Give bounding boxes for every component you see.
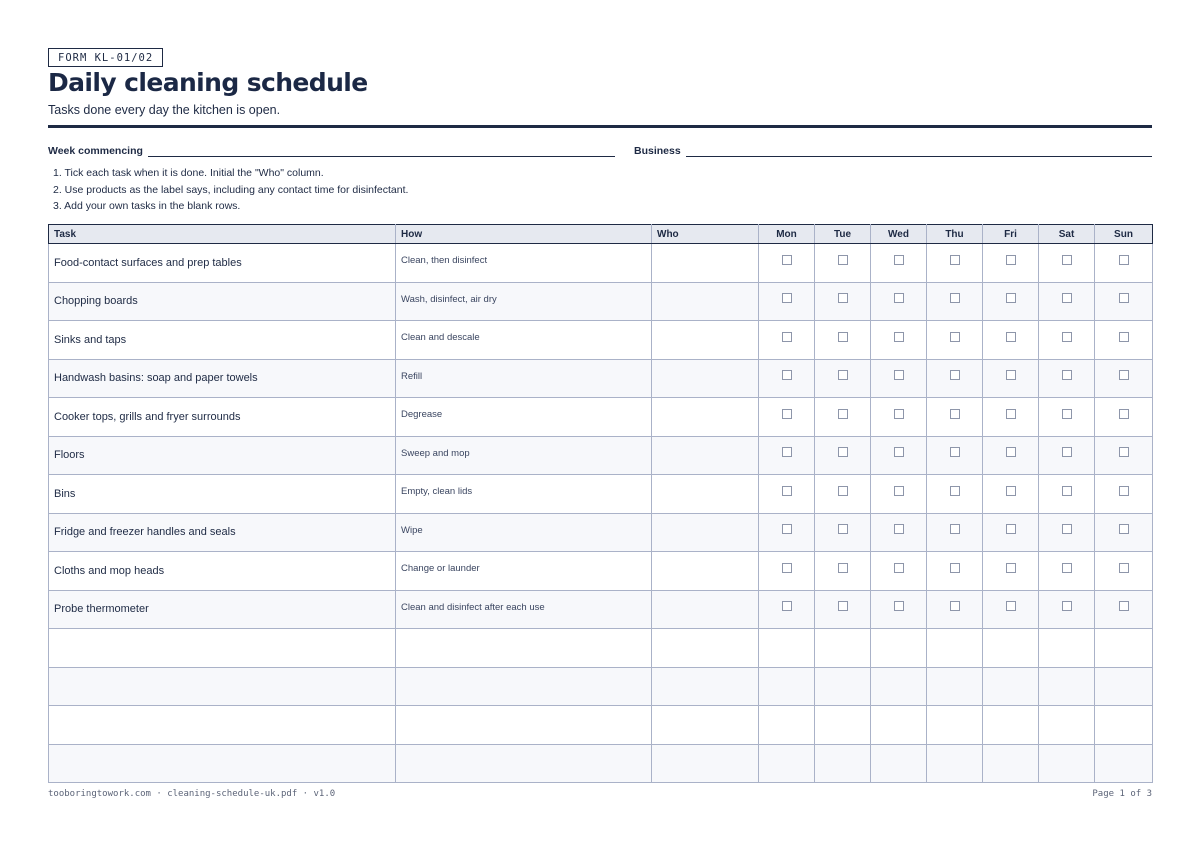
blank-cell[interactable]	[983, 667, 1039, 706]
checkbox-sat[interactable]	[1062, 370, 1072, 380]
day-cell-tue	[815, 590, 871, 629]
table-row	[49, 398, 1153, 437]
day-cell-thu	[927, 436, 983, 475]
checkbox-sun[interactable]	[1119, 447, 1129, 457]
blank-cell[interactable]	[1039, 629, 1095, 668]
checkbox-sun[interactable]	[1119, 255, 1129, 265]
day-cell-fri	[983, 398, 1039, 437]
checkbox-wed[interactable]	[894, 255, 904, 265]
day-cell-fri	[983, 321, 1039, 360]
who-initials-cell[interactable]	[652, 436, 759, 475]
checkbox-thu[interactable]	[950, 563, 960, 573]
blank-cell[interactable]	[396, 629, 652, 668]
day-cell-tue	[815, 321, 871, 360]
day-cell-sat	[1039, 359, 1095, 398]
day-cell-wed	[871, 436, 927, 475]
checkbox-mon[interactable]	[782, 255, 792, 265]
checkbox-sat[interactable]	[1062, 601, 1072, 611]
checkbox-wed[interactable]	[894, 486, 904, 496]
day-cell-thu	[927, 282, 983, 321]
blank-cell[interactable]	[815, 629, 871, 668]
checkbox-fri[interactable]	[1006, 370, 1016, 380]
day-cell-fri	[983, 590, 1039, 629]
footer-source: tooboringtowork.com · cleaning-schedule-uk.pdf · v1.0	[48, 789, 336, 799]
column-header-task: Task	[49, 225, 396, 244]
blank-cell[interactable]	[396, 744, 652, 783]
checkbox-sun[interactable]	[1119, 370, 1129, 380]
checkbox-thu[interactable]	[950, 601, 960, 611]
checkbox-sat[interactable]	[1062, 563, 1072, 573]
day-cell-thu	[927, 475, 983, 514]
who-initials-cell[interactable]	[652, 552, 759, 591]
week-commencing-label: Week commencing	[48, 145, 143, 157]
blank-row	[49, 629, 1153, 668]
checkbox-thu[interactable]	[950, 447, 960, 457]
day-cell-fri	[983, 282, 1039, 321]
who-initials-cell[interactable]	[652, 475, 759, 514]
day-cell-wed	[871, 475, 927, 514]
day-cell-tue	[815, 475, 871, 514]
blank-cell[interactable]	[396, 667, 652, 706]
page-title: Daily cleaning schedule	[48, 68, 368, 97]
how-cell: Degrease	[396, 398, 652, 437]
day-cell-sun	[1095, 475, 1153, 514]
column-header-who: Who	[652, 225, 759, 244]
checkbox-sat[interactable]	[1062, 293, 1072, 303]
day-cell-sun	[1095, 513, 1153, 552]
table-row	[49, 321, 1153, 360]
who-initials-cell[interactable]	[652, 282, 759, 321]
day-cell-sun	[1095, 359, 1153, 398]
checkbox-tue[interactable]	[838, 563, 848, 573]
page-subtitle: Tasks done every day the kitchen is open.	[48, 103, 281, 117]
checkbox-mon[interactable]	[782, 332, 792, 342]
checkbox-mon[interactable]	[782, 524, 792, 534]
day-cell-sat	[1039, 436, 1095, 475]
day-cell-mon	[759, 398, 815, 437]
checkbox-sun[interactable]	[1119, 524, 1129, 534]
blank-cell[interactable]	[396, 706, 652, 745]
day-cell-fri	[983, 436, 1039, 475]
day-cell-thu	[927, 552, 983, 591]
checkbox-fri[interactable]	[1006, 332, 1016, 342]
day-cell-tue	[815, 282, 871, 321]
checkbox-mon[interactable]	[782, 563, 792, 573]
checkbox-tue[interactable]	[838, 486, 848, 496]
blank-row	[49, 706, 1153, 745]
business-line[interactable]	[686, 145, 1152, 157]
day-cell-tue	[815, 398, 871, 437]
blank-row	[49, 744, 1153, 783]
column-header-sat: Sat	[1039, 225, 1095, 244]
checkbox-sat[interactable]	[1062, 524, 1072, 534]
checkbox-sat[interactable]	[1062, 409, 1072, 419]
blank-cell[interactable]	[759, 706, 815, 745]
checkbox-thu[interactable]	[950, 293, 960, 303]
blank-cell[interactable]	[871, 629, 927, 668]
blank-cell[interactable]	[759, 667, 815, 706]
blank-cell[interactable]	[815, 744, 871, 783]
checkbox-thu[interactable]	[950, 409, 960, 419]
table-row	[49, 282, 1153, 321]
table-row	[49, 244, 1153, 283]
blank-cell[interactable]	[49, 667, 396, 706]
checkbox-sun[interactable]	[1119, 486, 1129, 496]
table-row	[49, 436, 1153, 475]
blank-cell[interactable]	[983, 706, 1039, 745]
day-cell-mon	[759, 436, 815, 475]
blank-cell[interactable]	[1039, 667, 1095, 706]
how-cell: Refill	[396, 359, 652, 398]
checkbox-sat[interactable]	[1062, 255, 1072, 265]
task-cell: Cloths and mop heads	[49, 552, 396, 591]
blank-cell[interactable]	[927, 706, 983, 745]
blank-cell[interactable]	[652, 629, 759, 668]
day-cell-mon	[759, 244, 815, 283]
task-cell: Bins	[49, 475, 396, 514]
day-cell-sun	[1095, 552, 1153, 591]
checkbox-mon[interactable]	[782, 293, 792, 303]
checkbox-sat[interactable]	[1062, 486, 1072, 496]
day-cell-thu	[927, 590, 983, 629]
checkbox-thu[interactable]	[950, 524, 960, 534]
checkbox-sun[interactable]	[1119, 563, 1129, 573]
checkbox-sat[interactable]	[1062, 332, 1072, 342]
day-cell-sat	[1039, 475, 1095, 514]
task-cell: Probe thermometer	[49, 590, 396, 629]
blank-cell[interactable]	[1095, 744, 1153, 783]
checkbox-fri[interactable]	[1006, 524, 1016, 534]
day-cell-wed	[871, 244, 927, 283]
checkbox-mon[interactable]	[782, 486, 792, 496]
checkbox-wed[interactable]	[894, 332, 904, 342]
table-row	[49, 475, 1153, 514]
checkbox-tue[interactable]	[838, 409, 848, 419]
blank-cell[interactable]	[1095, 706, 1153, 745]
checkbox-sun[interactable]	[1119, 409, 1129, 419]
day-cell-sun	[1095, 398, 1153, 437]
blank-cell[interactable]	[1039, 706, 1095, 745]
checkbox-thu[interactable]	[950, 255, 960, 265]
blank-cell[interactable]	[1039, 744, 1095, 783]
how-cell: Sweep and mop	[396, 436, 652, 475]
how-cell: Empty, clean lids	[396, 475, 652, 514]
day-cell-tue	[815, 244, 871, 283]
instruction-item: 1. Tick each task when it is done. Initial the "Who" column.	[53, 167, 324, 179]
business-label: Business	[634, 145, 681, 157]
who-initials-cell[interactable]	[652, 359, 759, 398]
day-cell-tue	[815, 552, 871, 591]
how-cell: Clean and disinfect after each use	[396, 590, 652, 629]
who-initials-cell[interactable]	[652, 513, 759, 552]
checkbox-mon[interactable]	[782, 447, 792, 457]
blank-cell[interactable]	[983, 629, 1039, 668]
day-cell-fri	[983, 552, 1039, 591]
checkbox-wed[interactable]	[894, 447, 904, 457]
how-cell: Clean, then disinfect	[396, 244, 652, 283]
table-row	[49, 590, 1153, 629]
blank-cell[interactable]	[927, 667, 983, 706]
blank-cell[interactable]	[49, 744, 396, 783]
day-cell-sun	[1095, 321, 1153, 360]
blank-cell[interactable]	[49, 706, 396, 745]
day-cell-wed	[871, 552, 927, 591]
day-cell-mon	[759, 475, 815, 514]
day-cell-sat	[1039, 282, 1095, 321]
checkbox-fri[interactable]	[1006, 255, 1016, 265]
day-cell-sat	[1039, 398, 1095, 437]
how-cell: Wash, disinfect, air dry	[396, 282, 652, 321]
blank-cell[interactable]	[49, 629, 396, 668]
day-cell-thu	[927, 398, 983, 437]
day-cell-mon	[759, 513, 815, 552]
checkbox-sun[interactable]	[1119, 293, 1129, 303]
day-cell-sat	[1039, 321, 1095, 360]
checkbox-wed[interactable]	[894, 370, 904, 380]
day-cell-tue	[815, 359, 871, 398]
task-cell: Fridge and freezer handles and seals	[49, 513, 396, 552]
checkbox-mon[interactable]	[782, 409, 792, 419]
instructions-list	[53, 165, 408, 215]
blank-cell[interactable]	[652, 744, 759, 783]
checkbox-sat[interactable]	[1062, 447, 1072, 457]
day-cell-tue	[815, 513, 871, 552]
checkbox-thu[interactable]	[950, 332, 960, 342]
checkbox-tue[interactable]	[838, 524, 848, 534]
day-cell-thu	[927, 321, 983, 360]
checkbox-thu[interactable]	[950, 486, 960, 496]
instruction-item: 3. Add your own tasks in the blank rows.	[53, 200, 241, 213]
checkbox-tue[interactable]	[838, 332, 848, 342]
header-divider	[48, 125, 1152, 128]
blank-cell[interactable]	[927, 744, 983, 783]
checkbox-tue[interactable]	[838, 601, 848, 611]
column-header-fri: Fri	[983, 225, 1039, 244]
task-cell: Chopping boards	[49, 282, 396, 321]
day-cell-fri	[983, 513, 1039, 552]
day-cell-sat	[1039, 244, 1095, 283]
day-cell-wed	[871, 282, 927, 321]
form-code-badge: FORM KL-01/02	[48, 48, 163, 67]
blank-cell[interactable]	[759, 629, 815, 668]
table-row	[49, 552, 1153, 591]
day-cell-sun	[1095, 244, 1153, 283]
checkbox-fri[interactable]	[1006, 563, 1016, 573]
column-header-how: How	[396, 225, 652, 244]
checkbox-fri[interactable]	[1006, 293, 1016, 303]
checkbox-mon[interactable]	[782, 601, 792, 611]
task-cell: Handwash basins: soap and paper towels	[49, 359, 396, 398]
business-field[interactable]	[634, 143, 1152, 157]
day-cell-thu	[927, 513, 983, 552]
task-cell: Food-contact surfaces and prep tables	[49, 244, 396, 283]
checkbox-sun[interactable]	[1119, 332, 1129, 342]
day-cell-mon	[759, 321, 815, 360]
blank-cell[interactable]	[1095, 667, 1153, 706]
task-cell: Sinks and taps	[49, 321, 396, 360]
checkbox-thu[interactable]	[950, 370, 960, 380]
checkbox-wed[interactable]	[894, 409, 904, 419]
checkbox-wed[interactable]	[894, 524, 904, 534]
task-cell: Floors	[49, 436, 396, 475]
column-header-wed: Wed	[871, 225, 927, 244]
checkbox-mon[interactable]	[782, 370, 792, 380]
day-cell-wed	[871, 321, 927, 360]
blank-cell[interactable]	[871, 706, 927, 745]
table-row	[49, 513, 1153, 552]
blank-cell[interactable]	[759, 744, 815, 783]
day-cell-fri	[983, 475, 1039, 514]
column-header-mon: Mon	[759, 225, 815, 244]
week-commencing-line[interactable]	[148, 145, 615, 157]
footer-page-number: Page 1 of 3	[1092, 789, 1152, 799]
week-commencing-field[interactable]	[48, 143, 615, 157]
blank-cell[interactable]	[1095, 629, 1153, 668]
checkbox-fri[interactable]	[1006, 601, 1016, 611]
checkbox-wed[interactable]	[894, 563, 904, 573]
table-row	[49, 359, 1153, 398]
day-cell-sun	[1095, 590, 1153, 629]
how-cell: Wipe	[396, 513, 652, 552]
column-header-tue: Tue	[815, 225, 871, 244]
day-cell-thu	[927, 244, 983, 283]
day-cell-mon	[759, 282, 815, 321]
day-cell-sun	[1095, 436, 1153, 475]
blank-cell[interactable]	[927, 629, 983, 668]
table-header-row	[49, 225, 1153, 244]
day-cell-thu	[927, 359, 983, 398]
day-cell-fri	[983, 359, 1039, 398]
how-cell: Change or launder	[396, 552, 652, 591]
day-cell-mon	[759, 590, 815, 629]
blank-cell[interactable]	[871, 667, 927, 706]
column-header-thu: Thu	[927, 225, 983, 244]
blank-cell[interactable]	[983, 744, 1039, 783]
day-cell-wed	[871, 359, 927, 398]
checkbox-tue[interactable]	[838, 370, 848, 380]
instruction-item: 2. Use products as the label says, including any contact time for disinfectant.	[53, 183, 409, 196]
table-body	[49, 244, 1153, 783]
how-cell: Clean and descale	[396, 321, 652, 360]
who-initials-cell[interactable]	[652, 398, 759, 437]
checkbox-sun[interactable]	[1119, 601, 1129, 611]
blank-cell[interactable]	[871, 744, 927, 783]
cleaning-schedule-table	[48, 224, 1153, 783]
who-initials-cell[interactable]	[652, 590, 759, 629]
day-cell-mon	[759, 552, 815, 591]
who-initials-cell[interactable]	[652, 244, 759, 283]
checkbox-tue[interactable]	[838, 255, 848, 265]
day-cell-wed	[871, 398, 927, 437]
day-cell-mon	[759, 359, 815, 398]
day-cell-sat	[1039, 513, 1095, 552]
blank-cell[interactable]	[815, 667, 871, 706]
who-initials-cell[interactable]	[652, 321, 759, 360]
day-cell-sat	[1039, 590, 1095, 629]
day-cell-sun	[1095, 282, 1153, 321]
checkbox-fri[interactable]	[1006, 447, 1016, 457]
task-cell: Cooker tops, grills and fryer surrounds	[49, 398, 396, 437]
day-cell-sat	[1039, 552, 1095, 591]
checkbox-wed[interactable]	[894, 293, 904, 303]
column-header-sun: Sun	[1095, 225, 1153, 244]
day-cell-fri	[983, 244, 1039, 283]
blank-cell[interactable]	[652, 667, 759, 706]
checkbox-tue[interactable]	[838, 293, 848, 303]
blank-cell[interactable]	[815, 706, 871, 745]
day-cell-tue	[815, 436, 871, 475]
checkbox-wed[interactable]	[894, 601, 904, 611]
blank-row	[49, 667, 1153, 706]
day-cell-wed	[871, 590, 927, 629]
blank-cell[interactable]	[652, 706, 759, 745]
checkbox-fri[interactable]	[1006, 486, 1016, 496]
checkbox-fri[interactable]	[1006, 409, 1016, 419]
checkbox-tue[interactable]	[838, 447, 848, 457]
day-cell-wed	[871, 513, 927, 552]
